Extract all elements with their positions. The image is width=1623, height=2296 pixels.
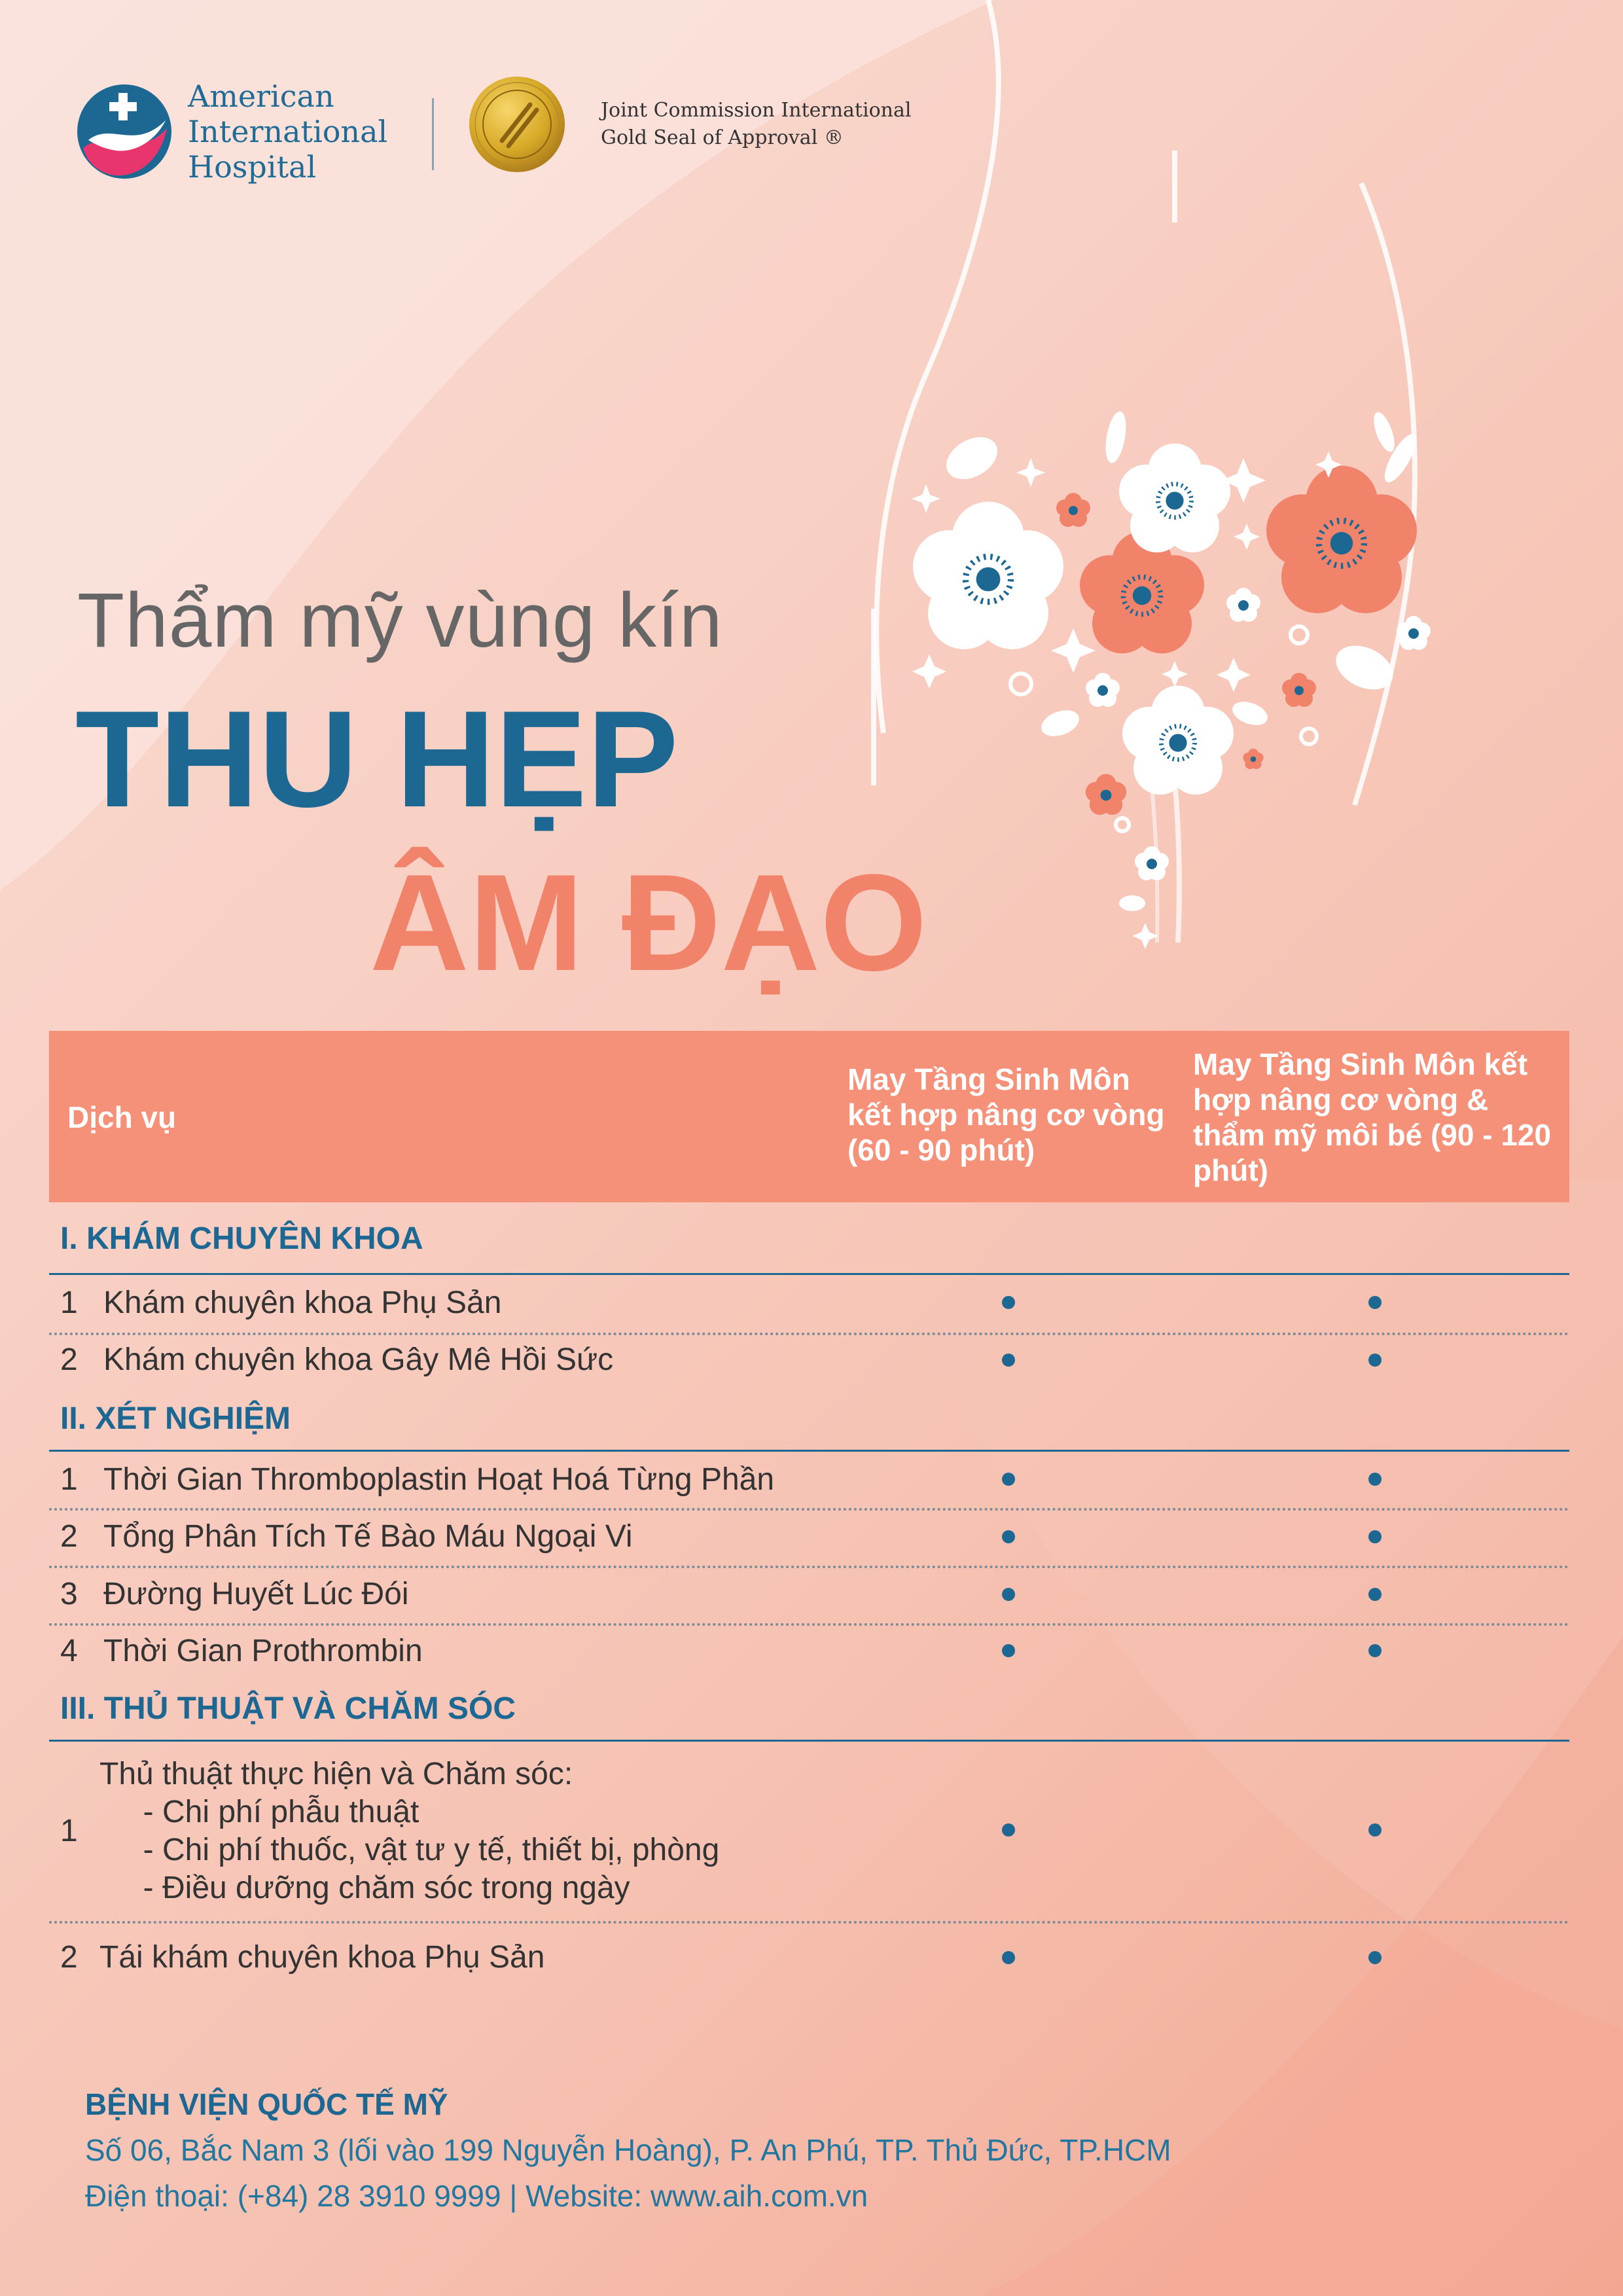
footer-address: Số 06, Bắc Nam 3 (lối vào 199 Nguyễn Hoàng), P. An Phú, TP. Thủ Đức, TP.HCM	[85, 2133, 1171, 2167]
table-header-package-1: May Tầng Sinh Môn kết hợp nâng cơ vòng (60 - 90 phút)	[847, 1062, 1165, 1167]
row-number: 1	[60, 1285, 78, 1320]
table-header	[49, 1031, 1569, 1202]
included-dot	[1368, 1588, 1382, 1601]
row-divider	[49, 1508, 1569, 1511]
row-divider	[49, 1333, 1569, 1335]
hospital-logo	[75, 79, 387, 185]
included-dot	[1368, 1823, 1382, 1837]
included-dot	[1368, 1951, 1382, 1964]
row-service: Khám chuyên khoa Gây Mê Hồi Sức	[103, 1342, 614, 1377]
row-number: 1	[60, 1814, 78, 1848]
row-service: Thủ thuật thực hiện và Chăm sóc: - Chi phí phẫu thuật - Chi phí thuốc, vật tư y tế, thiết bị, phòng - Điều dưỡng chăm sóc trong ngày	[99, 1757, 720, 1905]
table-header-service: Dịch vụ	[67, 1100, 177, 1134]
included-dot	[1002, 1823, 1015, 1837]
row-divider	[49, 1623, 1569, 1626]
included-dot	[1368, 1530, 1382, 1543]
title-main-line-1: THU HẸP	[75, 682, 679, 836]
included-dot	[1368, 1473, 1382, 1486]
row-number: 2	[60, 1519, 78, 1554]
row-divider	[49, 1921, 1569, 1924]
row-divider	[49, 1566, 1569, 1568]
section-rule	[49, 1740, 1569, 1742]
row-number: 2	[60, 1342, 78, 1377]
section-rule	[49, 1450, 1569, 1452]
row-service: Thời Gian Thromboplastin Hoạt Hoá Từng Phần	[103, 1462, 775, 1497]
included-dot	[1368, 1644, 1382, 1657]
row-service: Đường Huyết Lúc Đói	[103, 1577, 409, 1611]
row-number: 1	[60, 1462, 78, 1497]
included-dot	[1002, 1530, 1015, 1543]
header-divider	[432, 98, 434, 170]
row-number: 3	[60, 1577, 78, 1611]
included-dot	[1368, 1354, 1382, 1367]
row-number: 4	[60, 1634, 78, 1668]
hospital-name-line: American	[188, 79, 334, 114]
hospital-name	[188, 79, 387, 185]
section-title: I. KHÁM CHUYÊN KHOA	[60, 1221, 423, 1256]
table-header-package-2: May Tầng Sinh Môn kết hợp nâng cơ vòng & thẩm mỹ môi bé (90 - 120 phút)	[1193, 1047, 1552, 1187]
jci-approval-text	[601, 97, 911, 152]
hospital-name-line: Hospital	[188, 149, 317, 185]
jci-gold-seal-icon	[468, 75, 566, 173]
section-title: II. XÉT NGHIỆM	[60, 1401, 291, 1436]
footer-hospital-name: BỆNH VIỆN QUỐC TẾ MỸ	[85, 2087, 448, 2121]
row-service: Thời Gian Prothrombin	[103, 1634, 423, 1668]
row-service: Tổng Phân Tích Tế Bào Máu Ngoại Vi	[103, 1519, 633, 1554]
row-service: Khám chuyên khoa Phụ Sản	[103, 1285, 502, 1320]
title-main-line-2: ÂM ĐẠO	[370, 846, 927, 999]
included-dot	[1002, 1296, 1015, 1309]
section-title: III. THỦ THUẬT VÀ CHĂM SÓC	[60, 1691, 516, 1726]
title-subtitle: Thẩm mỹ vùng kín	[77, 577, 723, 664]
included-dot	[1002, 1473, 1015, 1486]
jci-line: Gold Seal of Approval ®	[601, 126, 844, 149]
included-dot	[1002, 1588, 1015, 1601]
hospital-name-line: International	[188, 114, 388, 149]
footer-contact: Điện thoại: (+84) 28 3910 9999 | Website: www.aih.com.vn	[85, 2179, 868, 2213]
included-dot	[1002, 1354, 1015, 1367]
jci-line: Joint Commission International	[601, 99, 912, 122]
hospital-logo-icon	[75, 82, 173, 181]
included-dot	[1002, 1644, 1015, 1657]
row-service: Tái khám chuyên khoa Phụ Sản	[99, 1940, 545, 1975]
included-dot	[1368, 1296, 1382, 1309]
row-number: 2	[60, 1940, 78, 1975]
included-dot	[1002, 1951, 1015, 1964]
section-rule	[49, 1273, 1569, 1275]
